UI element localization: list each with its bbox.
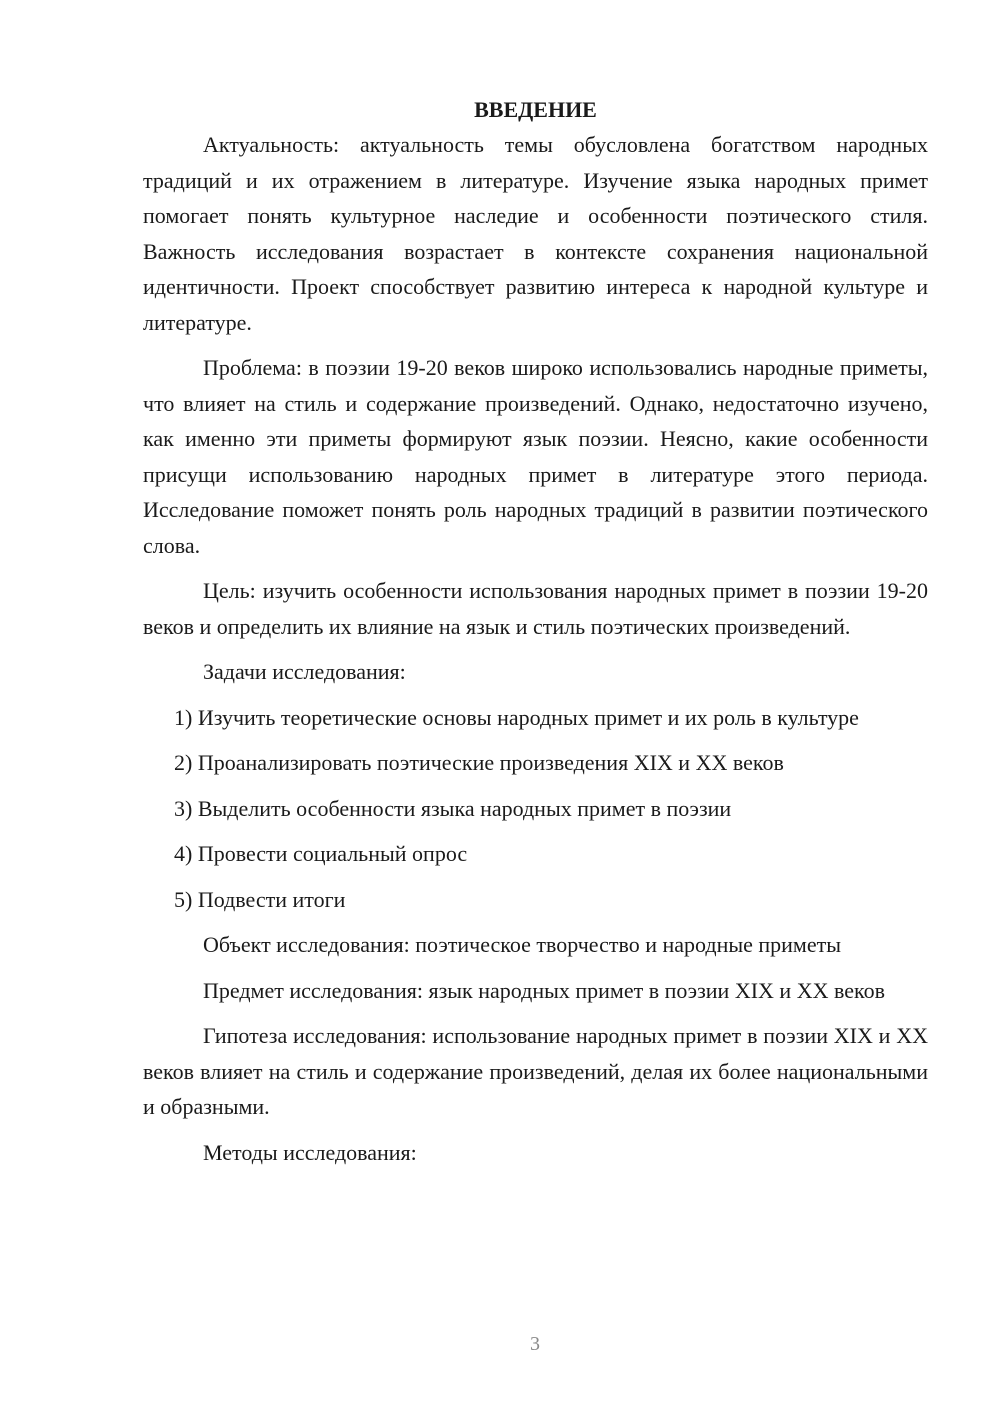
paragraph-goal: Цель: изучить особенности использования народных примет в поэзии 19-20 веков и определить их влияние на язык и стиль поэтических произведений.	[143, 578, 928, 639]
paragraph-subject: Предмет исследования: язык народных примет в поэзии XIX и XX веков	[203, 977, 885, 1003]
task-item-4: 4) Провести социальный опрос	[174, 841, 468, 866]
task-item-2: 2) Проанализировать поэтические произведения XIX и XX веков	[174, 750, 784, 775]
methods-heading: Методы исследования:	[203, 1139, 417, 1165]
paragraph-object: Объект исследования: поэтическое творчество и народные приметы	[203, 932, 842, 957]
paragraph-hypothesis: Гипотеза исследования: использование народных примет в поэзии XIX и XX веков влияет на стиль и содержание произведений, делая их более национальными и образными.	[143, 1023, 928, 1119]
task-item-1: 1) Изучить теоретические основы народных примет и их роль в культуре	[174, 704, 859, 730]
task-item-5: 5) Подвести итоги	[174, 886, 346, 912]
paragraph-problem: Проблема: в поэзии 19-20 веков широко использовались народные приметы, что влияет на стиль и содержание произведений. Однако, недостаточно изучено, как именно эти приметы формируют язык поэзии. Неясно, какие особенности присущи использованию народных примет в литературе этого периода. Исследование поможет понять роль народных традиций в развитии поэтического слова.	[143, 355, 928, 558]
tasks-heading: Задачи исследования:	[203, 659, 406, 684]
paragraph-actuality: Актуальность: актуальность темы обусловлена богатством народных традиций и их отражением в литературе. Изучение языка народных примет помогает понять культурное наследие и особенности поэтического стиля. Важность исследования возрастает в контексте сохранения национальной идентичности. Проект способствует развитию интереса к народной культуре и литературе.	[143, 132, 928, 335]
page-title: ВВЕДЕНИЕ	[474, 97, 597, 122]
document-body	[143, 92, 928, 1180]
page-number: 3	[530, 1333, 540, 1355]
task-item-3: 3) Выделить особенности языка народных примет в поэзии	[174, 795, 732, 821]
